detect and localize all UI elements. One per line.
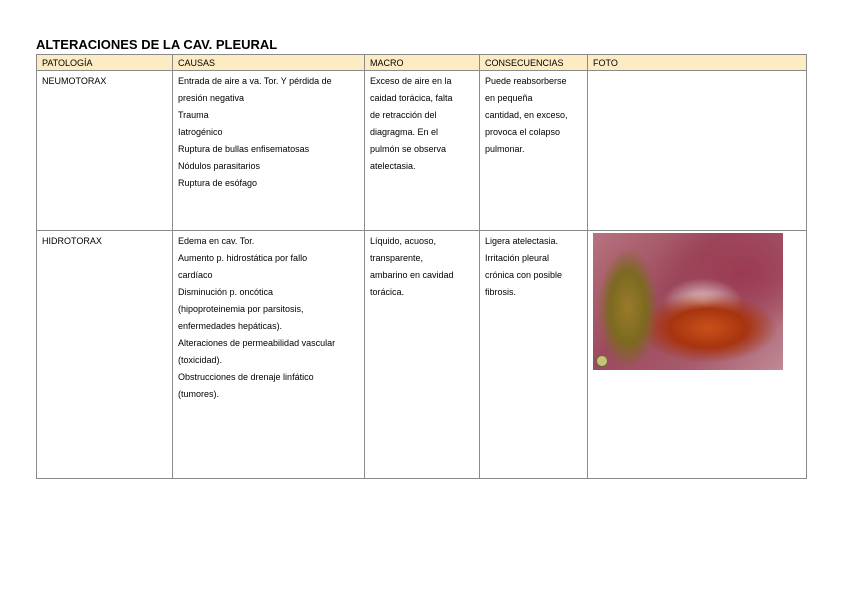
cell-patologia: HIDROTORAX <box>37 231 173 479</box>
cause-line: Disminución p. oncótica <box>178 287 274 297</box>
cell-foto <box>588 231 807 479</box>
table-row <box>37 231 807 479</box>
cell-macro: Líquido, acuoso, transparente, ambarino en cavidad torácica. <box>365 231 480 479</box>
photo-badge-icon <box>596 355 608 367</box>
cause-line: Entrada de aire a va. Tor. Y pérdida de <box>178 76 332 86</box>
cell-consecuencias: Ligera atelectasia. Irritación pleural crónica con posible fibrosis. <box>480 231 588 479</box>
cell-causas <box>173 231 365 479</box>
header-foto: FOTO <box>588 55 807 71</box>
cell-foto <box>588 71 807 231</box>
cause-line: Ruptura de esófago <box>178 178 258 188</box>
cause-line: enfermedades hepáticas). <box>178 321 283 331</box>
header-consecuencias: CONSECUENCIAS <box>480 55 588 71</box>
header-causas: CAUSAS <box>173 55 365 71</box>
cell-macro: Exceso de aire en la caidad torácica, falta de retracción del diagragma. En el pulmón se observa atelectasia. <box>365 71 480 231</box>
pathology-table <box>36 54 807 479</box>
table-row <box>37 71 807 231</box>
cause-line: Ruptura de bullas enfisematosas <box>178 144 310 154</box>
document-title: ALTERACIONES DE LA CAV. PLEURAL <box>36 37 278 52</box>
cause-line: presión negativa <box>178 93 245 103</box>
cell-causas <box>173 71 365 231</box>
cause-line: (hipoproteinemia por parsitosis, <box>178 304 304 314</box>
table-header-row <box>37 55 807 71</box>
cause-line: Obstrucciones de drenaje linfático <box>178 372 314 382</box>
cause-line: Alteraciones de permeabilidad vascular <box>178 338 336 348</box>
cause-line: Nódulos parasitarios <box>178 161 261 171</box>
cell-patologia: NEUMOTORAX <box>37 71 173 231</box>
cause-line: cardíaco <box>178 270 213 280</box>
cause-line: Trauma <box>178 110 209 120</box>
cause-line: Iatrogénico <box>178 127 223 137</box>
hydrothorax-photo <box>593 233 783 370</box>
cause-line: Aumento p. hidrostática por fallo <box>178 253 308 263</box>
cell-consecuencias: Puede reabsorberse en pequeña cantidad, en exceso, provoca el colapso pulmonar. <box>480 71 588 231</box>
cause-line: (toxicidad). <box>178 355 223 365</box>
header-patologia: PATOLOGÍA <box>37 55 173 71</box>
cause-line: (tumores). <box>178 389 220 399</box>
header-macro: MACRO <box>365 55 480 71</box>
cause-line: Edema en cav. Tor. <box>178 236 255 246</box>
